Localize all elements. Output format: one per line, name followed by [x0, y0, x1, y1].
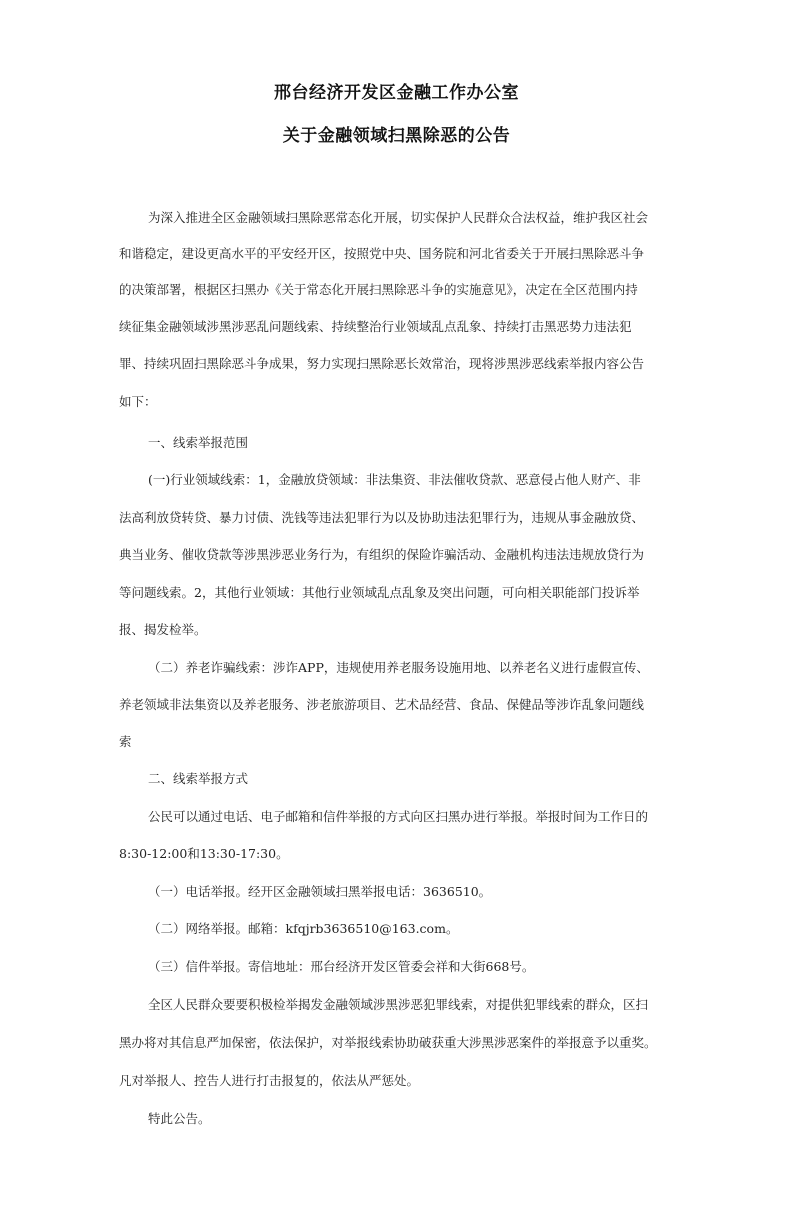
- phone-report-line: （一）电话举报。经开区金融领域扫黑举报电话：3636510。: [148, 884, 492, 899]
- paragraph-line: 续征集金融领域涉黑涉恶乱问题线索、持续整治行业领域乱点乱象、持续打击黑恶势力违法犯: [119, 319, 632, 334]
- paragraph-line: (一)行业领域线索：1，金融放贷领域：非法集资、非法催收贷款、恶意侵占他人财产、非: [148, 472, 641, 487]
- paragraph-line: 罪、持续巩固扫黑除恶斗争成果，努力实现扫黑除恶长效常治，现将涉黑涉恶线索举报内容公告: [119, 356, 645, 371]
- paragraph-line: 凡对举报人、控告人进行打击报复的，依法从严惩处。: [119, 1073, 420, 1088]
- section-heading: 二、线索举报方式: [148, 771, 249, 786]
- paragraph-line: 的决策部署，根据区扫黑办《关于常态化开展扫黑除恶斗争的实施意见》，决定在全区范围内持: [119, 282, 638, 297]
- paragraph-line: 为深入推进全区金融领域扫黑除恶常态化开展，切实保护人民群众合法权益，维护我区社会: [148, 210, 649, 225]
- paragraph-line: 和谐稳定，建设更高水平的平安经开区，按照党中央、国务院和河北省委关于开展扫黑除恶斗争: [119, 246, 645, 261]
- paragraph-line: 养老领域非法集资以及养老服务、涉老旅游项目、艺术品经营、食品、保健品等涉诈乱象问题线: [119, 697, 645, 712]
- email-report-line: （二）网络举报。邮箱：kfqjrb3636510@163.com。: [148, 921, 459, 936]
- document-title-line-2: 关于金融领域扫黑除恶的公告: [282, 126, 511, 146]
- paragraph-line: 黑办将对其信息严加保密，依法保护，对举报线索协助破获重大涉黑涉恶案件的举报意予以重奖。: [119, 1035, 657, 1050]
- paragraph-line: 如下：: [119, 394, 157, 409]
- section-heading: 一、线索举报范围: [148, 435, 249, 450]
- paragraph-line: 报、揭发检举。: [119, 622, 207, 637]
- paragraph-line: 全区人民群众要要积极检举揭发金融领域涉黑涉恶犯罪线索，对提供犯罪线索的群众，区扫: [148, 997, 649, 1012]
- paragraph-line: 公民可以通过电话、电子邮箱和信件举报的方式向区扫黑办进行举报。举报时间为工作日的: [148, 809, 649, 824]
- paragraph-line: 索: [119, 734, 132, 749]
- paragraph-line: 法高利放贷转贷、暴力讨债、洗钱等违法犯罪行为以及协助违法犯罪行为，违规从事金融放贷、: [119, 510, 645, 525]
- paragraph-line: （二）养老诈骗线索：涉诈APP，违规使用养老服务设施用地、以养老名义进行虚假宣传、: [148, 660, 649, 675]
- letter-report-line: （三）信件举报。寄信地址：邢台经济开发区管委会祥和大街668号。: [148, 959, 535, 974]
- paragraph-line: 8:30-12:00和13:30-17:30。: [119, 846, 289, 861]
- closing-line: 特此公告。: [148, 1111, 211, 1126]
- paragraph-line: 典当业务、催收贷款等涉黑涉恶业务行为，有组织的保险诈骗活动、金融机构违法违规放贷行为: [119, 547, 645, 562]
- paragraph-line: 等问题线索。2，其他行业领域：其他行业领域乱点乱象及突出问题，可向相关职能部门投诉举: [119, 585, 640, 600]
- document-title-line-1: 邢台经济开发区金融工作办公室: [274, 83, 519, 103]
